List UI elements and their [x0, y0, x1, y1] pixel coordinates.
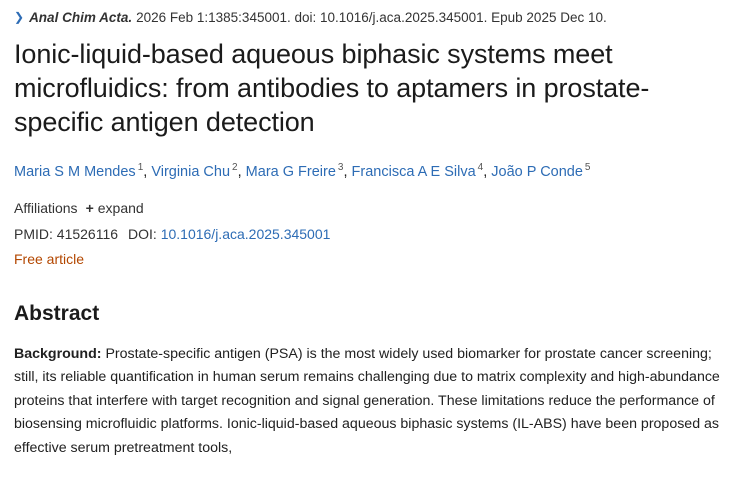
- journal-name: Anal Chim Acta.: [29, 10, 133, 25]
- abstract-background-text: Prostate-specific antigen (PSA) is the most widely used biomarker for prostate cancer screening; still, its reliable quantification in human serum remains challenging due to matrix complexity and high-abundance proteins that interfere with target recognition and signal generation. These limitations reduce the performance of biosensing microfluidic platforms. Ionic-liquid-based aqueous biphasic systems (IL-ABS) have been proposed as effective serum pretreatment tools,: [14, 345, 720, 456]
- abstract-body: [14, 343, 736, 461]
- citation-details: 2026 Feb 1:1385:345001. doi: 10.1016/j.aca.2025.345001. Epub 2025 Dec 10.: [136, 10, 607, 25]
- expand-label: expand: [97, 199, 144, 216]
- citation-line: [14, 8, 736, 27]
- author-affiliation-marker[interactable]: 2: [232, 162, 238, 173]
- author-separator: ,: [483, 163, 492, 180]
- author-link[interactable]: Francisca A E Silva: [351, 163, 476, 180]
- author-link[interactable]: João P Conde: [491, 163, 583, 180]
- author-link[interactable]: Virginia Chu: [151, 163, 231, 180]
- doi-label: DOI:: [128, 225, 157, 242]
- author-entry: [491, 164, 590, 180]
- pmid-label: PMID:: [14, 225, 53, 242]
- author-list: [14, 157, 736, 183]
- author-affiliation-marker[interactable]: 3: [337, 162, 344, 173]
- author-entry: [14, 164, 143, 180]
- expand-affiliations-button[interactable]: [86, 200, 144, 216]
- author-separator: ,: [343, 163, 352, 180]
- author-entry: [352, 164, 484, 180]
- abstract-heading: Abstract: [14, 301, 100, 325]
- author-entry: [151, 164, 237, 180]
- abstract-background-label: Background:: [14, 345, 102, 362]
- affiliations-label: Affiliations: [14, 199, 78, 216]
- plus-icon: +: [85, 199, 94, 216]
- author-affiliation-marker[interactable]: 5: [584, 162, 591, 173]
- identifiers-row: [14, 223, 736, 245]
- author-separator: ,: [237, 163, 246, 180]
- author-link[interactable]: Maria S M Mendes: [14, 163, 136, 180]
- author-entry: [246, 164, 344, 180]
- author-link[interactable]: Mara G Freire: [245, 163, 336, 180]
- page-title: Ionic-liquid-based aqueous biphasic systems meet microfluidics: from antibodies to aptamers in prostate-specific antigen detection: [14, 39, 650, 137]
- doi-link[interactable]: 10.1016/j.aca.2025.345001: [160, 225, 331, 242]
- chevron-right-icon[interactable]: ❯: [14, 10, 25, 24]
- author-separator: ,: [143, 163, 152, 180]
- author-affiliation-marker[interactable]: 1: [137, 162, 144, 173]
- author-affiliation-marker[interactable]: 4: [477, 162, 484, 173]
- affiliations-row: [14, 197, 736, 219]
- pmid-value: 41526116: [56, 225, 119, 242]
- status-badge: Free article: [14, 250, 85, 267]
